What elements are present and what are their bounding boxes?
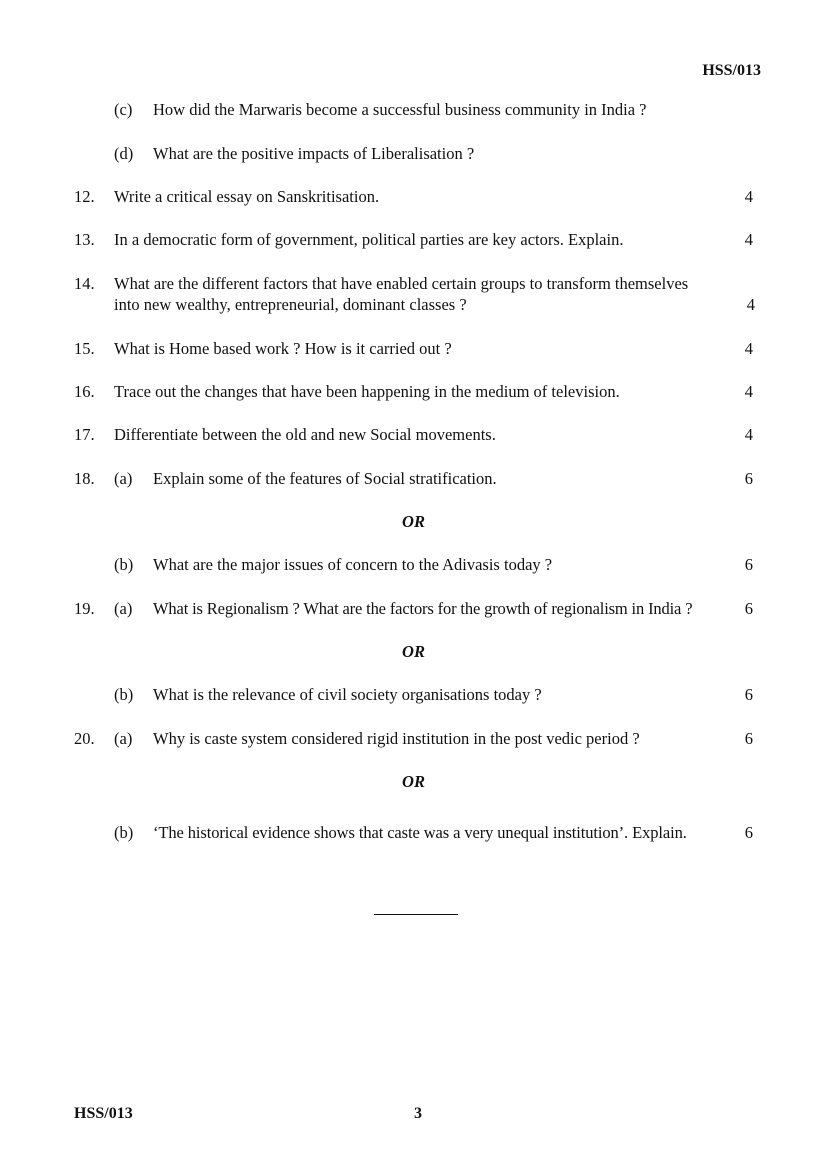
header-paper-code: HSS/013 xyxy=(702,62,761,79)
q20a-marks: 6 xyxy=(744,729,753,748)
q16-marks: 4 xyxy=(744,382,753,401)
q18b-marks: 6 xyxy=(744,555,753,574)
q20b-label: (b) xyxy=(114,823,134,842)
q13-number: 13. xyxy=(74,230,95,249)
q19-or: OR xyxy=(402,642,425,661)
q16-number: 16. xyxy=(74,382,95,401)
end-of-paper-rule xyxy=(374,914,458,915)
q14-number: 14. xyxy=(74,274,95,293)
q11c-text: How did the Marwaris become a successful business community in India ? xyxy=(153,100,647,119)
q20-number: 20. xyxy=(74,729,95,748)
q11d-label: (d) xyxy=(114,144,134,163)
page-number: 3 xyxy=(414,1105,422,1122)
q11c-label: (c) xyxy=(114,100,133,119)
q19b-marks: 6 xyxy=(744,685,753,704)
q17-text: Differentiate between the old and new Social movements. xyxy=(114,425,496,444)
q19b-label: (b) xyxy=(114,685,134,704)
q20-or: OR xyxy=(402,772,425,791)
q15-text: What is Home based work ? How is it carried out ? xyxy=(114,339,452,358)
q19a-text: What is Regionalism ? What are the factors for the growth of regionalism in India ? xyxy=(153,599,693,618)
q13-marks: 4 xyxy=(744,230,753,249)
q14-marks: 4 xyxy=(746,295,755,314)
q18a-text: Explain some of the features of Social stratification. xyxy=(153,469,497,488)
q19b-text: What is the relevance of civil society organisations today ? xyxy=(153,685,542,704)
q20b-text: ‘The historical evidence shows that caste was a very unequal institution’. Explain. xyxy=(153,823,687,842)
q14-text-line1: What are the different factors that have enabled certain groups to transform themselves xyxy=(114,274,689,293)
q12-marks: 4 xyxy=(744,187,753,206)
q17-number: 17. xyxy=(74,425,95,444)
q18b-text: What are the major issues of concern to the Adivasis today ? xyxy=(153,555,553,574)
q20a-label: (a) xyxy=(114,729,133,748)
q12-text: Write a critical essay on Sanskritisation. xyxy=(114,187,380,206)
q17-marks: 4 xyxy=(744,425,753,444)
q20b-marks: 6 xyxy=(744,823,753,842)
q15-marks: 4 xyxy=(744,339,753,358)
q19a-label: (a) xyxy=(114,599,133,618)
q18a-marks: 6 xyxy=(744,469,753,488)
q19-number: 19. xyxy=(74,599,95,618)
q12-number: 12. xyxy=(74,187,95,206)
q15-number: 15. xyxy=(74,339,95,358)
footer-paper-code: HSS/013 xyxy=(74,1105,133,1122)
q18b-label: (b) xyxy=(114,555,134,574)
q11d-text: What are the positive impacts of Liberalisation ? xyxy=(153,144,475,163)
q16-text: Trace out the changes that have been happening in the medium of television. xyxy=(114,382,620,401)
q18-number: 18. xyxy=(74,469,95,488)
q20a-text: Why is caste system considered rigid institution in the post vedic period ? xyxy=(153,729,640,748)
q19a-marks: 6 xyxy=(744,599,753,618)
q18a-label: (a) xyxy=(114,469,133,488)
q14-text-line2: into new wealthy, entrepreneurial, dominant classes ? xyxy=(114,295,467,314)
q13-text: In a democratic form of government, political parties are key actors. Explain. xyxy=(114,230,624,249)
q18-or: OR xyxy=(402,512,425,531)
